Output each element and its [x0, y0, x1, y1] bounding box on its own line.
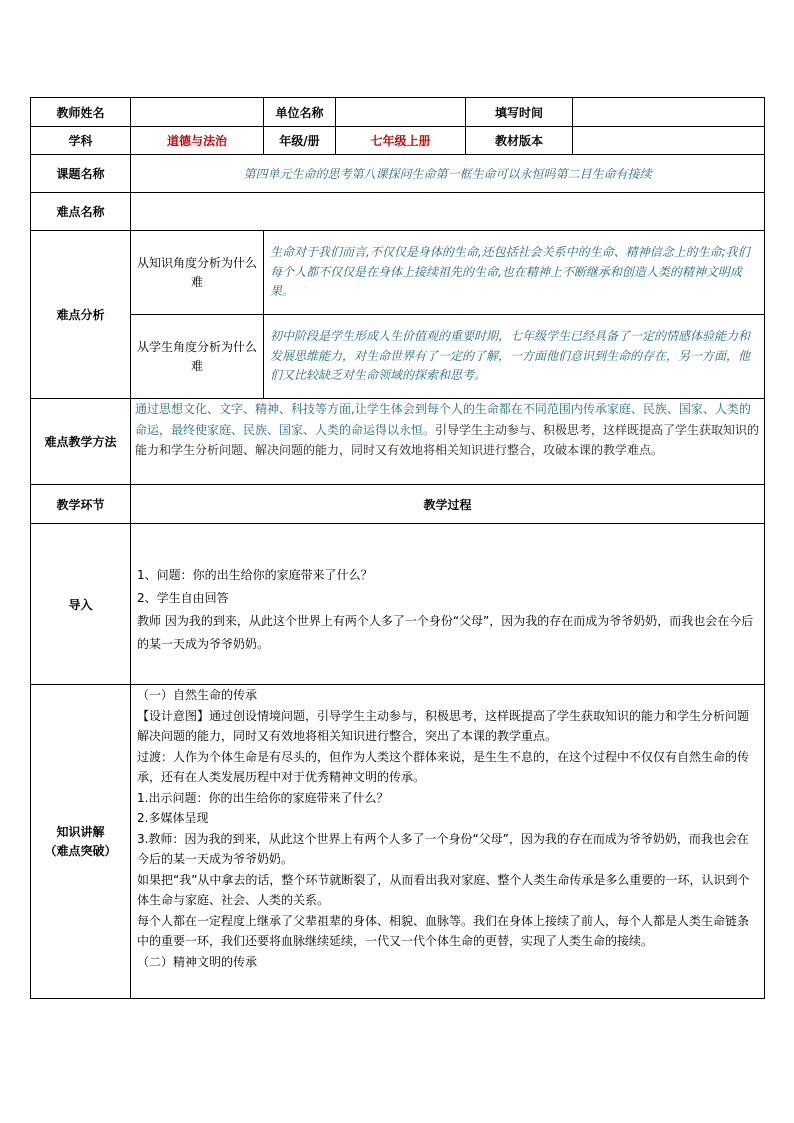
- intro-line: 2、学生自由回答: [137, 591, 229, 605]
- knowledge-content[interactable]: [131, 685, 765, 999]
- edition-label: 教材版本: [466, 127, 573, 155]
- teacher-name-label: 教师姓名: [31, 98, 131, 127]
- knowledge-paragraph: 3.教师：因为我的到来，从此这个世界上有两个人多了一个身份“父母”，因为我的存在而成为爷爷奶奶，而我也会在今后的某一天成为爷爷奶奶。: [137, 831, 749, 866]
- fill-date-label: 填写时间: [466, 98, 573, 127]
- knowledge-paragraph: 2.多媒体呈现: [137, 811, 209, 825]
- knowledge-angle-text[interactable]: 生命对于我们而言,不仅仅是身体的生命,还包括社会关系中的生命、精神信念上的生命;我们每个人都不仅仅是在身体上接续祖先的生命,也在精神上不断继承和创造人类的精神文明成果。: [264, 231, 765, 315]
- process-header: 教学过程: [131, 485, 765, 524]
- grade-label: 年级/册: [264, 127, 336, 155]
- difficulty-name-value[interactable]: [131, 193, 765, 231]
- subject-row: [31, 127, 765, 155]
- method-text-a: 通过思想文化、文字、精神、科技等方面,让学生体会到每个人的生命都在不同范围内传承家庭、民族、国家、人类的命运，最终使家庭、民族、国家、人类的命运得以永恒。: [135, 402, 751, 437]
- knowledge-paragraph: （二）精神文明的传承: [137, 954, 258, 969]
- subject-label: 学科: [31, 127, 131, 155]
- knowledge-paragraph: 每个人都在一定程度上继承了父辈祖辈的身体、相貌、血脉等。我们在身体上接续了前人，每个人都是人类生命链条中的重要一环，我们还要将血脉继续延续，一代又一代个体生命的更替，实现了人类生命的接续。: [137, 913, 750, 948]
- intro-content[interactable]: [131, 524, 765, 685]
- knowledge-paragraph: 1.出示问题：你的出生给你的家庭带来了什么？: [137, 790, 389, 805]
- method-label: 难点教学方法: [31, 399, 131, 485]
- method-text[interactable]: [131, 399, 765, 485]
- analysis-student-row: [31, 315, 765, 399]
- student-angle-text[interactable]: 初中阶段是学生形成人生价值观的重要时期，七年级学生已经具备了一定的情感体验能力和发展思维能力，对生命世界有了一定的了解，一方面他们意识到生命的存在，另一方面，他们又比较缺乏对生命领域的探索和思考。: [264, 315, 765, 399]
- teacher-name-value[interactable]: [131, 98, 264, 127]
- intro-label: 导入: [31, 524, 131, 685]
- analysis-label: 难点分析: [31, 231, 131, 399]
- knowledge-label-sub: （难点突破）: [44, 843, 117, 858]
- knowledge-row: [31, 685, 765, 999]
- knowledge-paragraph: 过渡：人作为个体生命是有尽头的，但作为人类这个群体来说，是生生不息的，在这个过程中不仅仅有自然生命的传承，还有在人类发展历程中对于优秀精神文明的传承。: [137, 749, 750, 784]
- knowledge-label-main: 知识讲解: [56, 824, 105, 839]
- stage-header: 教学环节: [31, 485, 131, 524]
- difficulty-name-label: 难点名称: [31, 193, 131, 231]
- intro-line: 1、问题：你的出生给你的家庭带来了什么？: [137, 568, 373, 582]
- intro-line: 教师 因为我的到来，从此这个世界上有两个人多了一个身份“父母”，因为我的存在而成为爷爷奶奶，而我也会在今后的某一天成为爷爷奶奶。: [137, 614, 754, 651]
- student-angle-label: 从学生角度分析为什么难: [131, 315, 264, 399]
- knowledge-angle-label: 从知识角度分析为什么难: [131, 231, 264, 315]
- intro-row: [31, 524, 765, 685]
- edition-value[interactable]: [573, 127, 765, 155]
- method-text-b: 引导学生主动参与、积极思考，这样既提高了学生获取知识的能力和学生分析问题、解决问题的能力，同时又有效地将相关知识进行整合，攻破本课的教学难点。: [135, 422, 760, 457]
- knowledge-paragraph: （一）自然生命的传承: [137, 688, 258, 702]
- knowledge-paragraph: 如果把“我”从中拿去的话，整个环节就断裂了，从而看出我对家庭、整个人类生命传承是多么重要的一环，认识到个体生命与家庭、社会、人类的关系。: [137, 872, 750, 907]
- unit-name-label: 单位名称: [264, 98, 336, 127]
- subject-value[interactable]: 道德与法治: [131, 127, 264, 155]
- difficulty-name-row: [31, 193, 765, 231]
- topic-value[interactable]: 第四单元生命的思考第八课探问生命第一框生命可以永恒吗第二目生命有接续: [131, 155, 765, 193]
- knowledge-label: [31, 685, 131, 999]
- fill-date-value[interactable]: [573, 98, 765, 127]
- process-header-row: [31, 485, 765, 524]
- grade-value[interactable]: 七年级上册: [336, 127, 466, 155]
- analysis-knowledge-row: [31, 231, 765, 315]
- method-row: [31, 399, 765, 485]
- topic-label: 课题名称: [31, 155, 131, 193]
- unit-name-value[interactable]: [336, 98, 466, 127]
- lesson-plan-table: [30, 97, 765, 999]
- topic-row: [31, 155, 765, 193]
- knowledge-paragraph: 【设计意图】通过创设情境问题，引导学生主动参与，积极思考，这样既提高了学生获取知识的能力和学生分析问题解决问题的能力，同时又有效地将相关知识进行整合，突出了本课的教学重点。: [137, 708, 750, 743]
- header-row: [31, 98, 765, 127]
